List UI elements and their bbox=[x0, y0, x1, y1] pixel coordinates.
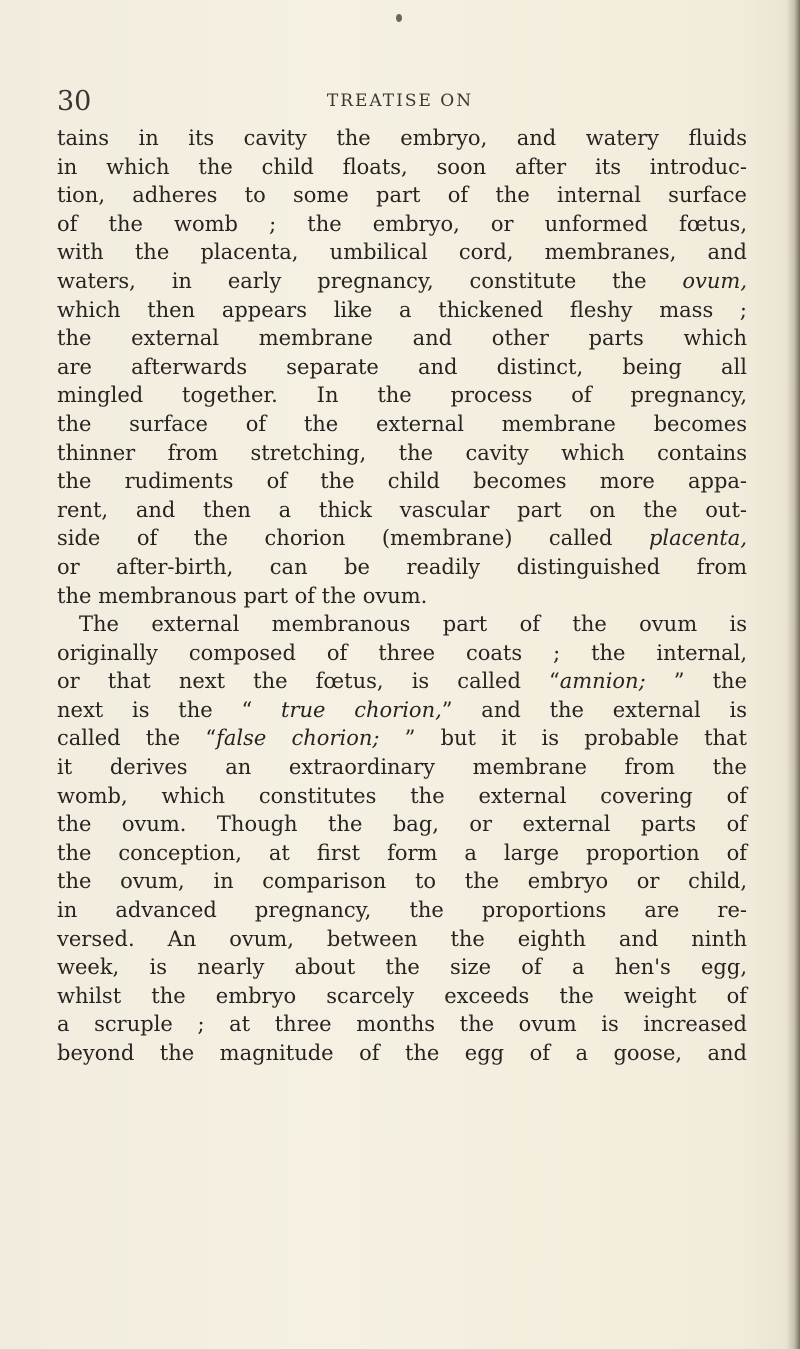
page-edge-shadow bbox=[786, 0, 800, 1349]
text-run: The external membranous part of the ovum is bbox=[79, 612, 747, 637]
text-line bbox=[57, 410, 747, 439]
text-line bbox=[57, 524, 747, 553]
text-line bbox=[57, 896, 747, 925]
text-run: rent, and then a thick vascular part on the out- bbox=[57, 497, 747, 522]
text-run: of the womb ; the embryo, or unformed fœtus, bbox=[57, 211, 747, 236]
text-run: or that next the fœtus, is called “ bbox=[57, 669, 560, 694]
text-line bbox=[57, 782, 747, 811]
text-run: the ovum. Though the bag, or external parts of bbox=[57, 812, 747, 837]
text-line bbox=[57, 296, 747, 325]
text-line bbox=[57, 238, 747, 267]
text-line bbox=[57, 181, 747, 210]
page-number: 30 bbox=[57, 86, 92, 117]
text-run: mingled together. In the process of pregnancy, bbox=[57, 383, 747, 408]
text-run: beyond the magnitude of the egg of a goose, and bbox=[57, 1041, 747, 1065]
text-line bbox=[57, 810, 747, 839]
text-run: or after-birth, can be readily distinguished from bbox=[57, 554, 747, 579]
text-line bbox=[57, 124, 747, 153]
text-run: thinner from stretching, the cavity which contains bbox=[57, 440, 747, 465]
text-line bbox=[57, 1039, 747, 1068]
text-line bbox=[57, 724, 747, 753]
text-line bbox=[57, 667, 747, 696]
text-line bbox=[57, 153, 747, 182]
text-line bbox=[57, 753, 747, 782]
text-line bbox=[57, 1010, 747, 1039]
running-head: TREATISE ON bbox=[326, 91, 474, 111]
text-line bbox=[57, 381, 747, 410]
text-run: the membranous part of the ovum. bbox=[57, 583, 428, 608]
text-line bbox=[57, 982, 747, 1011]
text-run: the surface of the external membrane becomes bbox=[57, 411, 747, 436]
text-line bbox=[57, 467, 747, 496]
text-line bbox=[57, 925, 747, 954]
text-run: tains in its cavity the embryo, and watery fluids bbox=[57, 126, 747, 150]
italic-term: ovum, bbox=[682, 268, 747, 293]
text-run: originally composed of three coats ; the internal, bbox=[57, 640, 747, 665]
text-run: it derives an extraordinary membrane from the bbox=[57, 755, 747, 780]
text-run: which then appears like a thickened fleshy mass ; bbox=[57, 297, 747, 322]
text-run: the rudiments of the child becomes more appa- bbox=[57, 469, 747, 494]
text-run: are afterwards separate and distinct, being all bbox=[57, 354, 747, 379]
text-run: next is the “ bbox=[57, 697, 282, 722]
body-text bbox=[57, 124, 747, 1068]
text-run: in advanced pregnancy, the proportions are re- bbox=[57, 898, 747, 923]
text-line bbox=[57, 496, 747, 525]
text-line bbox=[57, 582, 747, 611]
text-run: side of the chorion (membrane) called bbox=[57, 526, 649, 551]
text-line bbox=[57, 610, 747, 639]
text-run: with the placenta, umbilical cord, membranes, and bbox=[57, 240, 747, 265]
text-line bbox=[57, 324, 747, 353]
text-run: the external membrane and other parts which bbox=[57, 326, 747, 351]
text-line bbox=[57, 439, 747, 468]
text-run: whilst the embryo scarcely exceeds the weight of bbox=[57, 983, 747, 1008]
text-run: in which the child floats, soon after its introduc- bbox=[57, 154, 747, 179]
text-run: ” and the external is bbox=[441, 697, 747, 722]
text-line bbox=[57, 553, 747, 582]
italic-term: false chorion; bbox=[216, 726, 380, 751]
italic-term: true chorion, bbox=[281, 697, 442, 722]
italic-term: amnion; bbox=[559, 669, 646, 694]
ink-speck bbox=[396, 14, 402, 22]
text-run: womb, which constitutes the external covering of bbox=[57, 783, 747, 808]
text-line bbox=[57, 867, 747, 896]
text-run: a scruple ; at three months the ovum is increased bbox=[57, 1012, 747, 1037]
text-line bbox=[57, 839, 747, 868]
text-run: the conception, at first form a large proportion of bbox=[57, 840, 747, 865]
text-line bbox=[57, 696, 747, 725]
italic-term: placenta, bbox=[648, 526, 747, 551]
text-line bbox=[57, 953, 747, 982]
text-run: tion, adheres to some part of the internal surface bbox=[57, 183, 747, 208]
text-line bbox=[57, 210, 747, 239]
text-run: waters, in early pregnancy, constitute the bbox=[57, 268, 683, 293]
text-run: called the “ bbox=[57, 726, 217, 751]
text-run: week, is nearly about the size of a hen's egg, bbox=[57, 955, 747, 980]
text-line bbox=[57, 267, 747, 296]
text-run: versed. An ovum, between the eighth and ninth bbox=[57, 926, 747, 951]
text-run: the ovum, in comparison to the embryo or child, bbox=[57, 869, 747, 894]
text-run: ” the bbox=[645, 669, 747, 694]
text-line bbox=[57, 639, 747, 668]
text-run: ” but it is probable that bbox=[379, 726, 747, 751]
text-line bbox=[57, 353, 747, 382]
